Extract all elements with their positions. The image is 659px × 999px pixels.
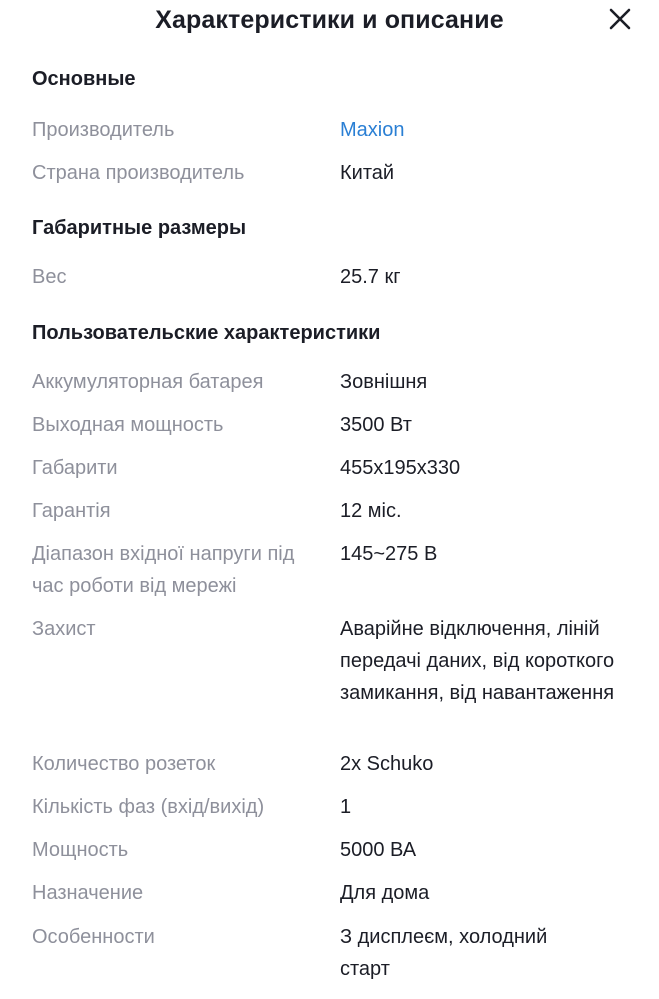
- spec-label: Особенности: [32, 926, 155, 948]
- spec-label: Гарантія: [32, 500, 111, 522]
- spec-label: Діапазон вхідної напруги під час роботи від мережі: [32, 543, 295, 597]
- spec-label: Производитель: [32, 119, 175, 141]
- spec-value: 25.7 кг: [340, 266, 401, 288]
- spec-value: 3500 Вт: [340, 414, 412, 436]
- spec-value: Китай: [340, 162, 395, 184]
- spec-label: Страна производитель: [32, 162, 245, 184]
- spec-label: Выходная мощность: [32, 414, 224, 436]
- spec-label: Мощность: [32, 839, 129, 861]
- spec-value: 5000 ВА: [340, 839, 417, 861]
- modal-header: [0, 0, 659, 44]
- page-title: Характеристики и описание: [155, 6, 504, 34]
- spec-label: Аккумуляторная батарея: [32, 371, 264, 393]
- spec-label: Габарити: [32, 457, 118, 479]
- close-icon: [604, 4, 636, 36]
- spec-label: Вес: [32, 266, 67, 288]
- spec-label: Количество розеток: [32, 753, 216, 775]
- spec-value: 1: [340, 796, 352, 818]
- spec-value: Для дома: [340, 882, 430, 904]
- spec-label: Захист: [32, 618, 96, 640]
- section-title-dimensions: Габаритные размеры: [32, 217, 247, 239]
- section-title-basic: Основные: [32, 68, 136, 90]
- spec-value: Аварійне відключення, ліній передачі даних, від короткого замикання, від навантаження: [340, 618, 615, 704]
- spec-label: Кількість фаз (вхід/вихід): [32, 796, 265, 818]
- close-button[interactable]: [604, 4, 636, 36]
- spec-value: 12 міс.: [340, 500, 402, 522]
- spec-value: З дисплеєм, холодний старт: [340, 926, 548, 980]
- manufacturer-link[interactable]: Maxion: [340, 119, 405, 141]
- spec-value: 145~275 В: [340, 543, 438, 565]
- spec-value: 455x195x330: [340, 457, 461, 479]
- spec-label: Назначение: [32, 882, 144, 904]
- section-title-user-specs: Пользовательские характеристики: [32, 322, 381, 344]
- spec-value: Зовнішня: [340, 371, 428, 393]
- spec-value: 2x Schuko: [340, 753, 434, 775]
